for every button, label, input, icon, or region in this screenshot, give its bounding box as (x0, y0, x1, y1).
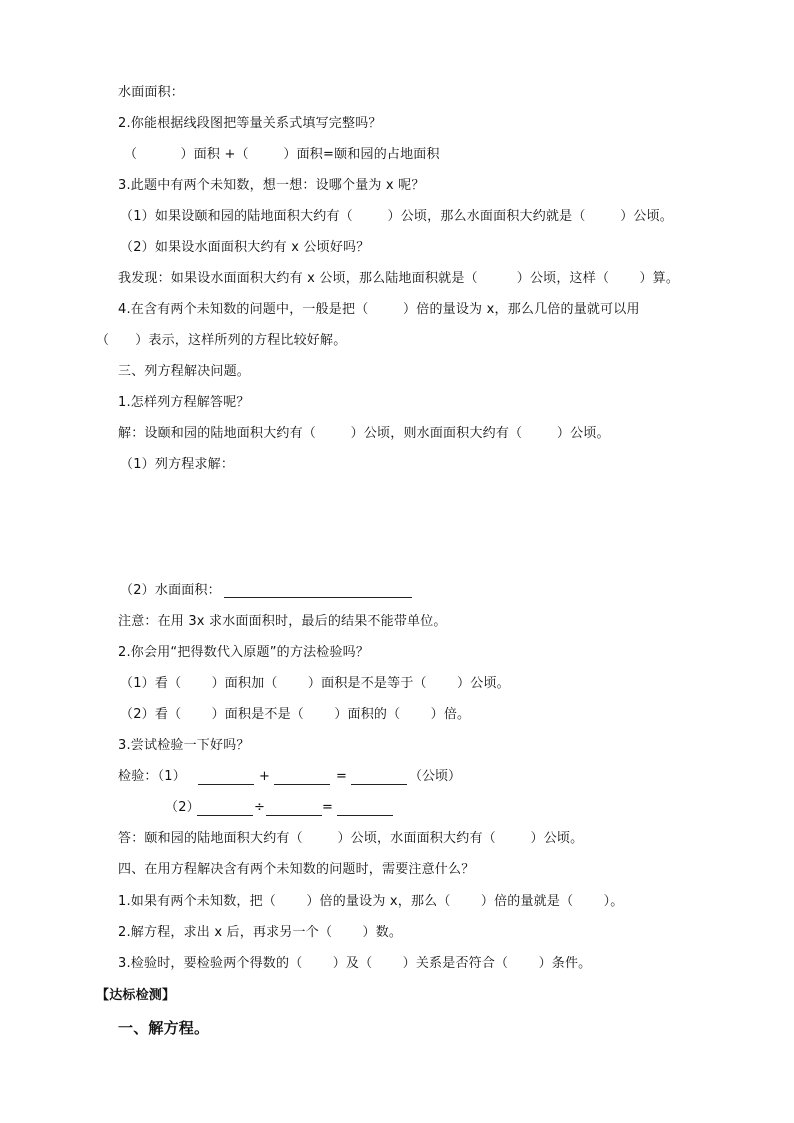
question-4-line-1: 4.在含有两个未知数的问题中，一般是把（ ）倍的量设为 x，那么几倍的量就可以用 (118, 302, 640, 317)
equals-sign-2: = (322, 800, 333, 815)
check-row-1-blank-c (351, 784, 407, 785)
equation-solve-label: （1）列方程求解： (120, 457, 235, 472)
section-3-question-3: 3.尝试检验一下好吗？ (118, 738, 250, 753)
check-row-2-label: （2） (165, 800, 200, 815)
check-row-2-blank-a (197, 815, 253, 816)
section-4-point-2: 2.解方程，求出 x 后，再求另一个（ ）数。 (118, 925, 403, 940)
water-area-answer-blank (224, 597, 412, 598)
check-step-1: （1）看（ ）面积加（ ）面积是不是等于（ ）公顷。 (120, 676, 510, 691)
check-row-1-label: 检验：（1） (118, 769, 186, 784)
section-4-point-3: 3.检验时，要检验两个得数的（ ）及（ ）关系是否符合（ ）条件。 (118, 956, 592, 971)
equals-sign-1: = (336, 769, 347, 784)
finding-line: 我发现：如果设水面面积大约有 x 公顷，那么陆地面积就是（ ）公顷，这样（ ）算。 (118, 271, 680, 286)
water-area-label: 水面面积： (118, 85, 185, 100)
solve-equations-heading: 一、解方程。 (118, 1019, 210, 1037)
section-3-question-1: 1.怎样列方程解答呢？ (118, 395, 250, 410)
sub-question-1: （1）如果设颐和园的陆地面积大约有（ ）公顷，那么水面面积大约就是（ ）公顷。 (120, 209, 673, 224)
question-4-line-2: （ ）表示，这样所列的方程比较好解。 (96, 333, 347, 348)
plus-sign: + (259, 769, 270, 784)
divide-sign: ÷ (254, 800, 265, 815)
section-4-point-1: 1.如果有两个未知数，把（ ）倍的量设为 x，那么（ ）倍的量就是（ ）。 (118, 894, 624, 909)
section-4-heading: 四、在用方程解决含有两个未知数的问题时，需要注意什么？ (118, 862, 475, 877)
check-step-2: （2）看（ ）面积是不是（ ）面积的（ ）倍。 (120, 707, 471, 722)
check-row-1-blank-a (198, 784, 254, 785)
answer-line: 答：颐和园的陆地面积大约有（ ）公顷，水面面积大约有（ ）公顷。 (118, 831, 584, 846)
question-3-unknowns: 3.此题中有两个未知数，想一想：设哪个量为 x 呢？ (118, 178, 425, 193)
assessment-heading: 【达标检测】 (96, 988, 176, 1003)
note-line: 注意：在用 3x 求水面面积时，最后的结果不能带单位。 (118, 614, 447, 629)
check-row-2-blank-b (266, 815, 322, 816)
sub-question-2: （2）如果设水面面积大约有 x 公顷好吗？ (120, 240, 370, 255)
section-3-question-2: 2.你会用“把得数代入原题”的方法检验吗？ (118, 645, 370, 660)
equation-blank-line: （ ）面积 +（ ）面积=颐和园的占地面积 (124, 147, 440, 162)
check-row-2-blank-c (337, 815, 393, 816)
section-3-heading: 三、列方程解决问题。 (118, 364, 251, 379)
solution-setup-line: 解：设颐和园的陆地面积大约有（ ）公顷，则水面面积大约有（ ）公顷。 (118, 426, 610, 441)
water-area-answer-label: （2）水面面积： (120, 583, 221, 598)
check-row-1-blank-b (274, 784, 330, 785)
question-2-equation: 2.你能根据线段图把等量关系式填写完整吗？ (118, 116, 382, 131)
hectare-unit: （公顷） (409, 769, 462, 784)
